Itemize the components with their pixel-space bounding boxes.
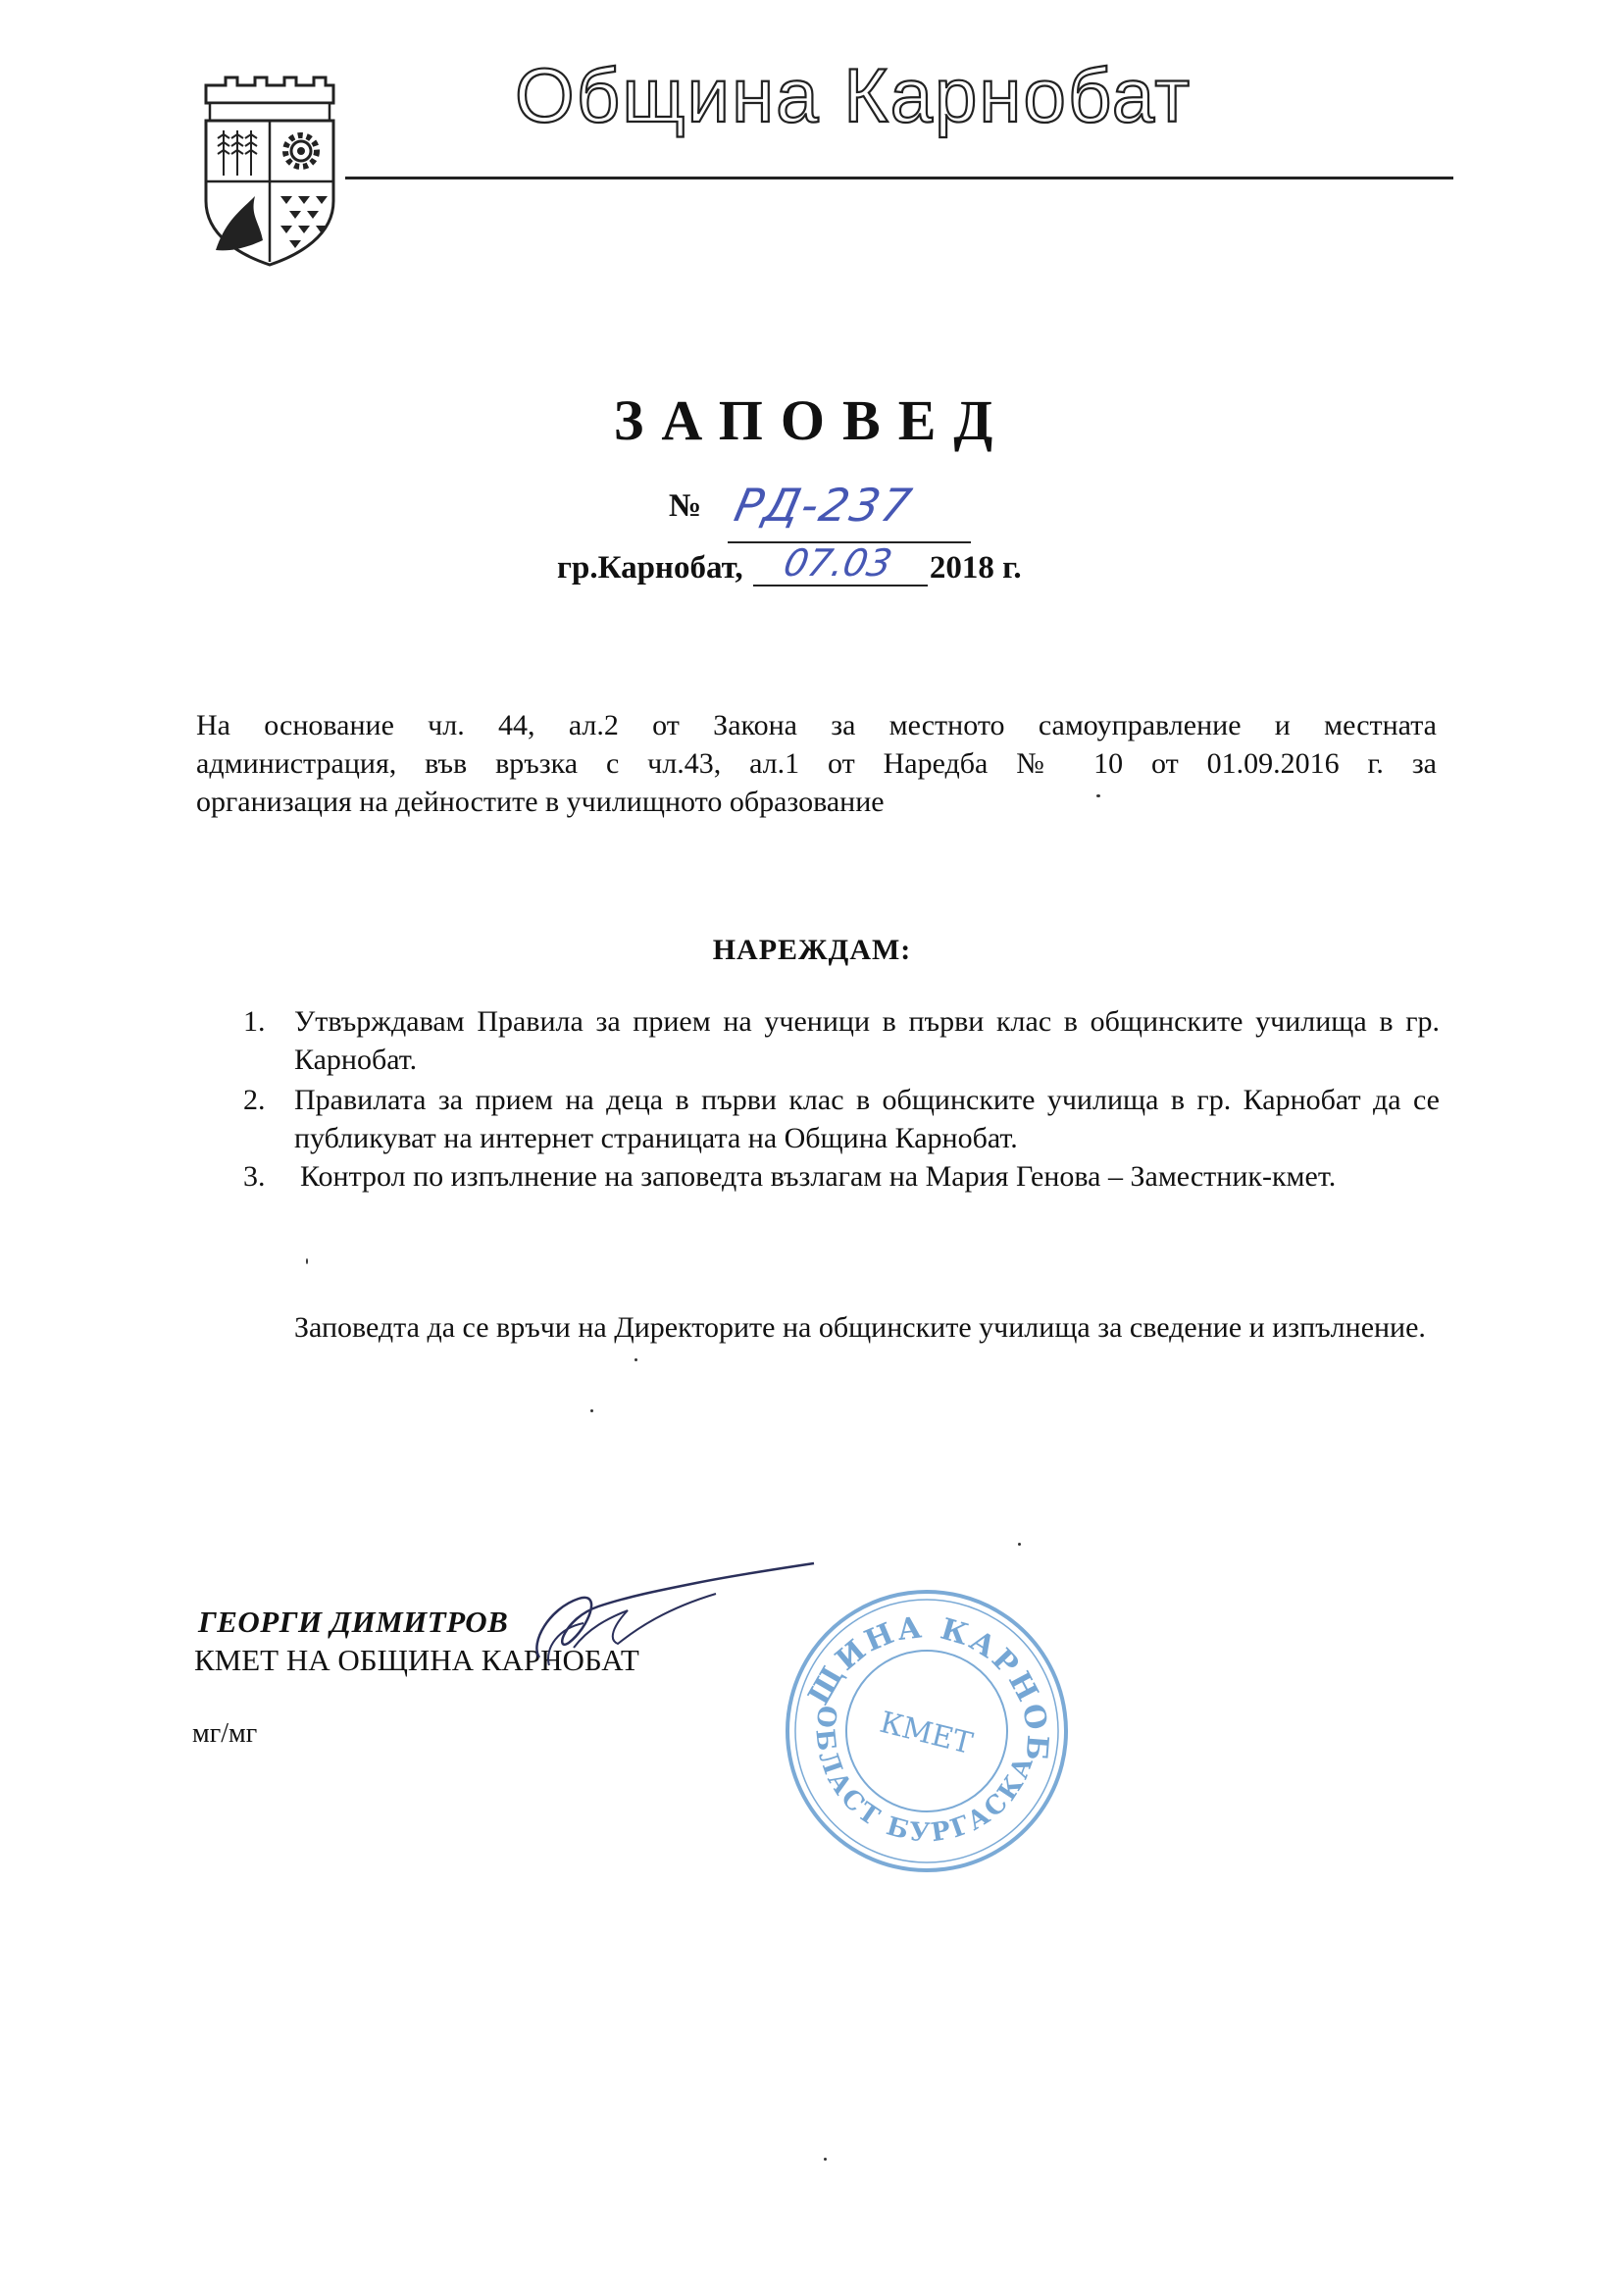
date-place: гр.Карнобат,: [557, 550, 743, 586]
intro-line: На основание чл. 44, ал.2 от Закона за местното самоуправление и местната: [196, 709, 1437, 741]
item-text: Утвърждавам Правила за прием на ученици в първи клас в общинските училища в гр. Карнобат.: [294, 1005, 1440, 1076]
scan-speck: [1096, 794, 1100, 797]
order-heading: НАРЕЖДАМ:: [712, 934, 912, 966]
document-title: ЗАПОВЕД: [613, 388, 1011, 452]
scan-speck: [824, 2158, 827, 2161]
date-blank: [753, 541, 928, 586]
official-stamp: [780, 1584, 1074, 1878]
date-handwritten: 07.03: [780, 541, 896, 585]
stamp-text-center: КМЕТ: [876, 1705, 977, 1762]
order-number-line: [669, 488, 701, 525]
signer-title: КМЕТ НА ОБЩИНА КАРНОБАТ: [194, 1643, 639, 1677]
item-text: Контрол по изпълнение на заповедта възлагам на Мария Генова – Заместник-кмет.: [300, 1160, 1337, 1193]
stamp-text-top: ОБЩИНА КАРНОБАТ: [801, 1610, 1055, 1765]
header-divider: [345, 177, 1453, 179]
initials: мг/мг: [192, 1718, 258, 1749]
scan-speck: [306, 1258, 308, 1264]
scan-speck: [590, 1409, 593, 1412]
intro-paragraph: [196, 706, 1437, 821]
closing-paragraph: Заповедта да се връчи на Директорите на общинските училища за сведение и изпълнение.: [294, 1311, 1426, 1344]
scan-speck: [1018, 1543, 1021, 1546]
order-number-handwritten: РД-237: [730, 479, 918, 532]
handwritten-signature: [510, 1550, 824, 1677]
coat-of-arms-icon: [196, 74, 343, 270]
date-line: [557, 541, 1022, 586]
date-year: 2018 г.: [929, 550, 1022, 586]
scan-speck: [634, 1358, 637, 1361]
signer-name: ГЕОРГИ ДИМИТРОВ: [198, 1605, 509, 1639]
intro-line: администрация, във връзка с чл.43, ал.1 от Наредба № 10 от 01.09.2016 г. за: [196, 747, 1437, 780]
item-number: 3.: [243, 1160, 266, 1193]
stamp-text-bottom: ОБЛАСТ БУРГАСКА: [809, 1704, 1040, 1849]
org-name-heading: Община Карнобат: [515, 52, 1193, 138]
item-number: 2.: [243, 1084, 266, 1116]
intro-line: организация на дейностите в училищното образование: [196, 786, 885, 818]
item-number: 1.: [243, 1005, 266, 1038]
number-sign: №: [669, 488, 702, 524]
item-text: Правилата за прием на деца в първи клас в общинските училища в гр. Карнобат да се публикуват на интернет страницата на Община Карнобат.: [294, 1084, 1440, 1154]
